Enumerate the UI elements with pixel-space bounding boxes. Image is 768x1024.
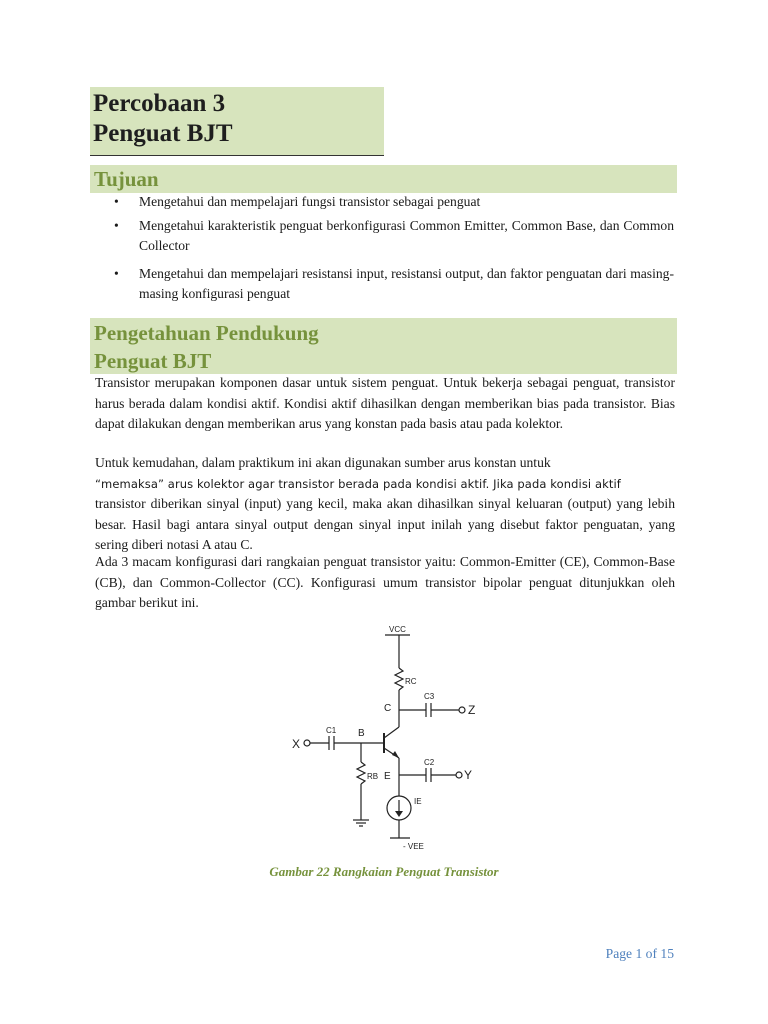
paragraph-2: Untuk kemudahan, dalam praktikum ini akan digunakan sumber arus konstan untuk “memaksa” arus kolektor agar transistor berada pada kondisi aktif. Jika pada kondisi aktif transistor diberikan sinyal (input) yang kecil, maka akan dihasilkan sinyal keluaran (output) yang lebih besar. Hasil bagi antara sinyal output dengan sinyal input inilah yang disebut faktor penguatan, yang sering diberi notasi A atau C. [95,455,675,552]
label-c3: C3 [424,692,435,701]
label-b: B [358,728,365,739]
label-c: C [384,703,392,714]
circuit-diagram [285,620,485,860]
tujuan-list [114,192,674,308]
paragraph-1: Transistor merupakan komponen dasar untuk sistem penguat. Untuk bekerja sebagai penguat, transistor harus berada dalam kondisi aktif. Kondisi aktif dihasilkan dengan memberikan bias pada transistor. Bias dapat dilakukan dengan memberikan arus yang konstan pada basis atau pada kolektor. [95,375,675,431]
title-line-1: Percobaan 3 [93,90,226,117]
label-c1: C1 [326,726,337,735]
heading-pengetahuan [90,318,677,374]
title-line-2: Penguat BJT [93,120,233,147]
label-vee: - VEE [403,842,424,851]
list-item: • Mengetahui dan mempelajari fungsi transistor sebagai penguat [114,194,481,209]
list-item: • Mengetahui dan mempelajari resistansi input, resistansi output, dan faktor penguatan dari masing-masing konfigurasi penguat [114,266,674,301]
label-e: E [384,771,391,782]
label-x: X [292,737,301,751]
label-rc: RC [405,677,417,686]
heading-tujuan: Tujuan [90,165,677,193]
heading-pengetahuan-line-2: Penguat BJT [94,349,212,373]
paragraph-3: Ada 3 macam konfigurasi dari rangkaian penguat transistor yaitu: Common-Emitter (CE), Common-Base (CB), dan Common-Collector (CC). Konfigurasi umum transistor bipolar penguat ditunjukkan oleh gambar berikut ini. [95,554,675,610]
heading-pengetahuan-line-1: Pengetahuan Pendukung [94,321,319,345]
label-rb: RB [367,772,379,781]
list-item: • Mengetahui karakteristik penguat berkonfigurasi Common Emitter, Common Base, dan Common Collector [114,218,674,253]
label-y: Y [464,768,473,782]
label-c2: C2 [424,758,435,767]
label-z: Z [468,703,476,717]
document-title [90,87,384,156]
label-ie: IE [414,797,422,806]
page-number: Page 1 of 15 [605,946,674,961]
label-vcc: VCC [389,625,406,634]
figure-caption: Gambar 22 Rangkaian Penguat Transistor [269,864,499,879]
